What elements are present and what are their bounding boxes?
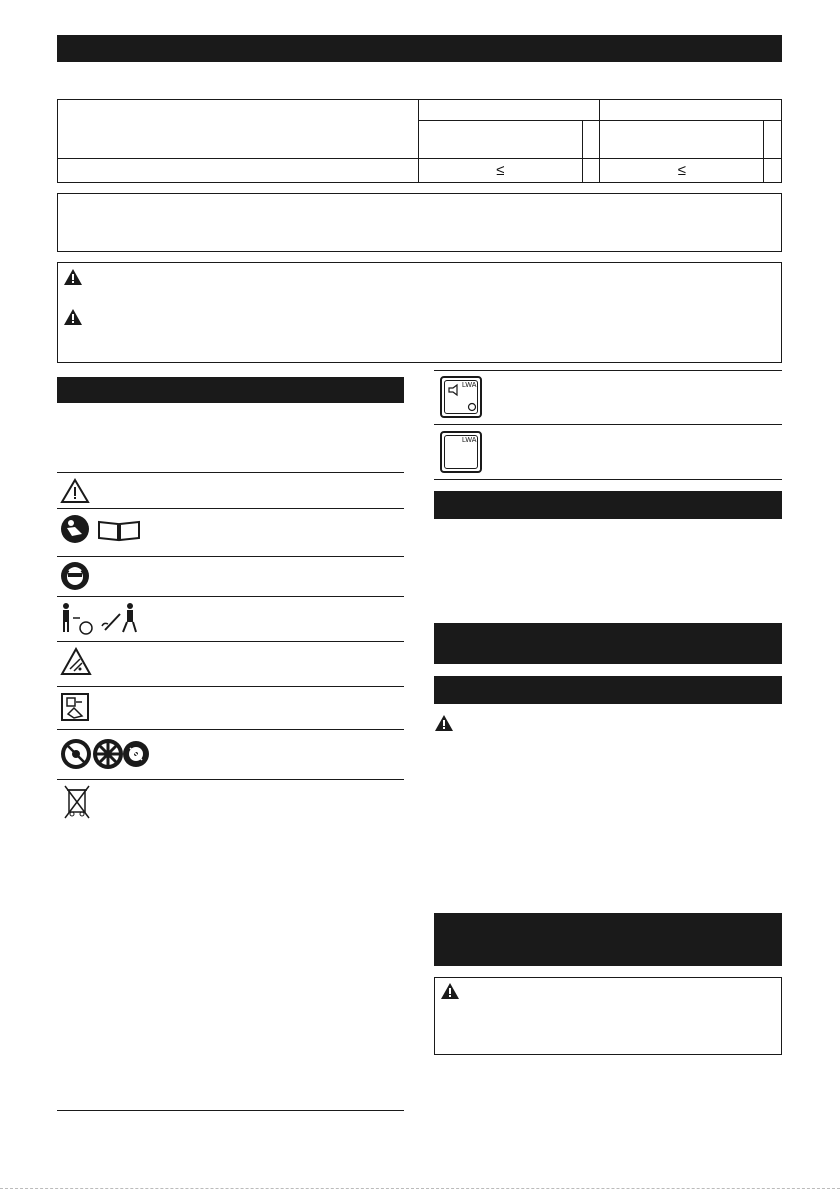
warning-triangle-icon — [64, 269, 82, 285]
section-header-bar — [434, 491, 782, 519]
spec-header-cell — [58, 100, 419, 159]
prohibited-blades-icon — [60, 736, 150, 772]
spec-subheader — [600, 121, 764, 158]
spec-group-header-1 — [419, 100, 600, 121]
warning-triangle-icon — [441, 983, 459, 999]
spec-subheader — [582, 121, 600, 158]
sound-power-icon — [440, 431, 482, 473]
spec-subheader — [419, 121, 583, 158]
warning-triangle-icon — [435, 715, 453, 731]
noise-divider — [434, 424, 782, 425]
book-icon — [97, 520, 141, 542]
crossed-bin-icon — [63, 784, 91, 820]
warning-box — [434, 977, 782, 1055]
lwa-label: LWA — [462, 382, 477, 389]
symbols-divider — [57, 472, 404, 473]
symbols-divider — [57, 686, 404, 687]
spec-subheader — [764, 121, 782, 158]
symbols-divider — [57, 779, 404, 780]
spec-le-cell-2: ≤ — [600, 158, 764, 182]
warning-triangle-icon — [64, 309, 82, 325]
spec-table — [57, 99, 782, 183]
symbols-divider — [57, 729, 404, 730]
protective-gear-icon — [60, 561, 90, 591]
top-section-header-bar — [57, 35, 782, 62]
symbols-list — [57, 472, 404, 1112]
page-bottom-edge — [0, 1188, 840, 1189]
reference-icon — [60, 692, 90, 722]
noise-divider — [434, 479, 782, 480]
read-manual-icon — [60, 514, 90, 544]
section-header-bar — [434, 623, 782, 664]
symbols-divider — [57, 596, 404, 597]
sound-power-guaranteed-icon — [440, 376, 482, 418]
spec-group-header-2 — [600, 100, 782, 121]
symbols-divider — [57, 641, 404, 642]
section-header-bar — [434, 913, 782, 966]
section-header-bar — [434, 676, 782, 704]
noise-divider — [434, 370, 782, 371]
spec-le-cell-1: ≤ — [419, 158, 583, 182]
note-box — [57, 193, 782, 252]
spec-row-label — [58, 158, 419, 182]
spec-cell — [582, 158, 600, 182]
symbols-section-header-bar — [57, 377, 404, 403]
flying-objects-icon — [60, 647, 92, 677]
spec-cell — [764, 158, 782, 182]
symbols-divider — [57, 508, 404, 509]
warning-triangle-icon — [60, 478, 90, 504]
warning-box — [57, 262, 782, 363]
keep-distance-icon — [60, 602, 140, 636]
noise-labels — [434, 370, 782, 482]
symbols-divider — [57, 1110, 404, 1111]
lwa-label: LWA — [462, 437, 477, 444]
symbols-divider — [57, 556, 404, 557]
